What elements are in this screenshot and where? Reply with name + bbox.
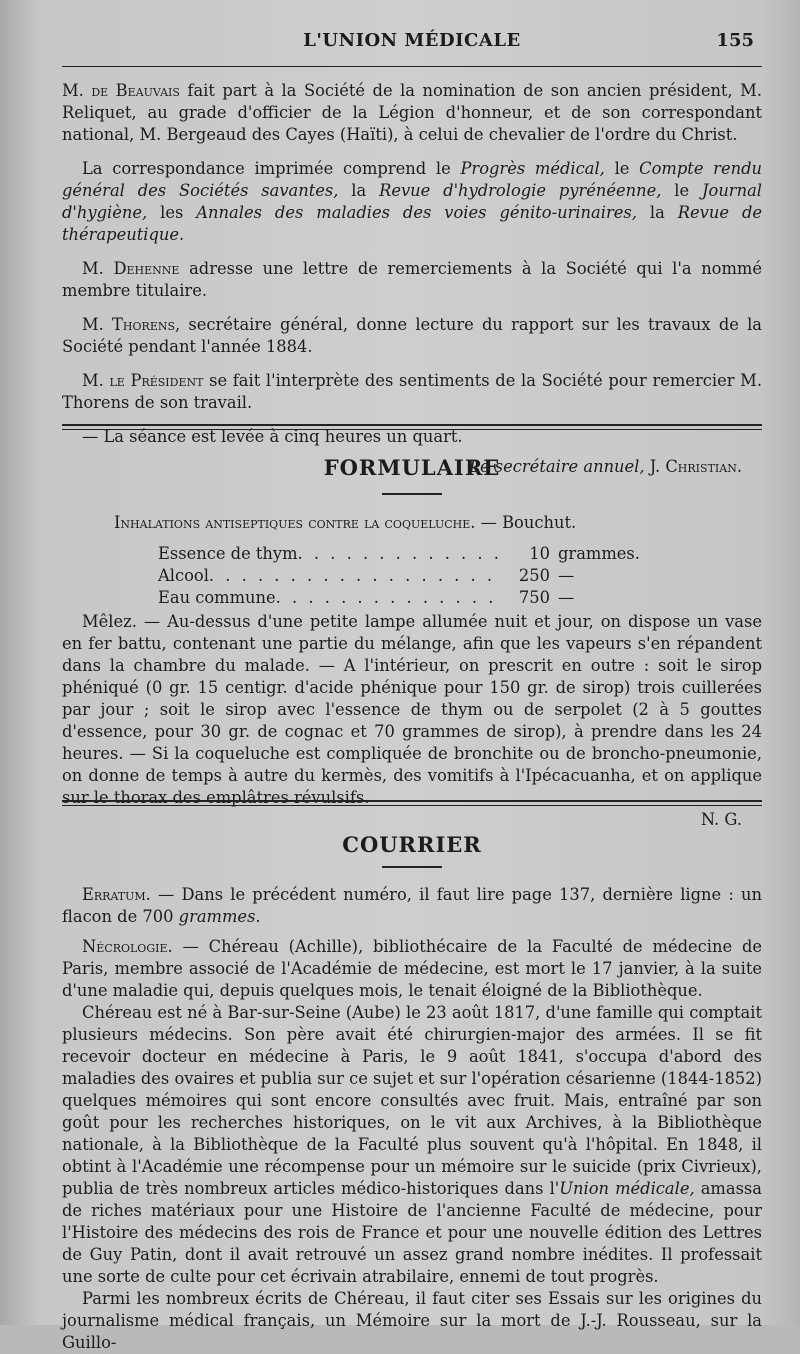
erratum-label: Erratum.	[82, 885, 151, 904]
recipe-instructions	[62, 611, 762, 831]
journal-title: Annales des maladies des voies génito-urinaires,	[196, 203, 637, 222]
ingredient-quantity: 750	[518, 588, 550, 607]
journal-title: Compte rendu général des Sociétés savantes,	[62, 159, 762, 200]
journal-title: Progrès médical,	[460, 159, 605, 178]
ingredient-list	[158, 543, 658, 609]
paragraph-text: secrétaire général, donne lecture du rapport sur les travaux de la Société pendant l'année 1884.	[62, 315, 763, 356]
report-paragraph	[62, 80, 762, 146]
title-underline	[382, 493, 442, 495]
paragraph-text: — Chéreau (Achille), bibliothécaire de la Faculté de médecine de Paris, membre associé de l'Académie de médecine, est mort le 17 janvier, à la suite d'une maladie qui, depuis quelques mois, le tenait éloigné de la Bibliothèque.	[62, 937, 762, 1000]
instructions-text: Mêlez. — Au-dessus d'une petite lampe allumée nuit et jour, on dispose un vase en fer battu, contenant une partie du mélange, afin que les vapeurs s'en répandent dans la chambre du malade. — A l'intérieur, on prescrit en outre : soit le sirop phéniqué (0 gr. 15 centigr. d'acide phénique pour 150 gr. de sirop) trois cuillerées par jour ; soit le sirop avec l'essence de thym ou de serpolet (2 à 5 gouttes d'essence, pour 30 gr. de cognac et 70 grammes de sirop), à prendre dans les 24 heures. — Si la coqueluche est compliquée de bronchite ou de broncho-pneumonie, on donne de temps à autre du kermès, des vomitifs à l'Ipécacuanha, et on applique sur le thorax des emplâtres révulsifs.	[62, 612, 762, 807]
speaker-name: M. le Président	[82, 371, 204, 390]
header-rule-line	[62, 66, 762, 67]
paragraph-text: le	[661, 181, 702, 200]
formulaire-section	[62, 455, 762, 829]
paragraph-text: — Dans le précédent numéro, il faut lire page 137, dernière ligne : un flacon de 700	[62, 885, 762, 926]
closing-line: — La séance est levée à cinq heures un quart.	[82, 427, 463, 446]
speaker-name: M. Dehenne	[82, 259, 180, 278]
ingredient-row	[158, 565, 658, 587]
leader-dots	[276, 587, 498, 609]
necrology-paragraph	[62, 936, 762, 1002]
paragraph-text: fait part à la Société de la nomination de son ancien président, M. Reliquet, au grade d'officier de la Légion d'honneur, et de son correspondant national, M. Bergeaud des Cayes (Haïti), à celui de chevalier de l'ordre du Christ.	[62, 81, 762, 144]
double-rule	[62, 424, 762, 430]
ingredient-name: Essence de thym	[158, 544, 298, 563]
courrier-body	[62, 884, 762, 1354]
signature-name: J. Christian.	[644, 457, 742, 476]
author-initials: N. G.	[700, 810, 742, 829]
page-header	[62, 30, 762, 64]
paragraph-text: adresse une lettre de remerciements à la Société qui l'a nommé membre titulaire.	[62, 259, 762, 300]
leader-dots	[209, 565, 498, 587]
section-title: FORMULAIRE	[323, 455, 501, 480]
paragraph-text: le	[604, 159, 640, 178]
paragraph-text: se fait l'interprète des sentiments de la Société pour remercier M. Thorens de son travail.	[62, 371, 762, 412]
ingredient-name: Alcool	[158, 566, 209, 585]
paragraph-text: la	[636, 203, 678, 222]
biography-paragraph	[62, 1002, 762, 1288]
recipe-name: Inhalations antiseptiques contre la coqueluche. —	[114, 513, 497, 532]
ingredient-quantity: 250	[518, 566, 550, 585]
ingredient-unit: —	[558, 588, 575, 607]
italic-text: grammes.	[178, 907, 261, 926]
paragraph-text: la	[338, 181, 380, 200]
paragraph-text: les	[147, 203, 197, 222]
recipe-title	[114, 513, 722, 532]
erratum-paragraph	[62, 884, 762, 928]
ingredient-row	[158, 587, 658, 609]
running-title: L'UNION MÉDICALE	[303, 30, 521, 51]
journal-title: Journal d'hygiène,	[62, 181, 762, 222]
signature-role: Le secrétaire annuel,	[469, 457, 645, 476]
ingredient-row	[158, 543, 658, 565]
report-paragraph	[62, 314, 762, 358]
report-paragraph	[62, 370, 762, 414]
double-rule	[62, 800, 762, 806]
recipe-author: Bouchut.	[496, 513, 577, 532]
ingredient-unit: grammes.	[558, 544, 640, 563]
paragraph-text: amassa de riches matériaux pour une Histoire de l'ancienne Faculté de médecine, pour l'Histoire des médecins des rois de France et pour une nouvelle édition des Lettres de Guy Patin, dont il avait retrouvé un assez grand nombre inédites. Il professait une sorte de culte pour cet écrivain atrabilaire, ennemi de tout progrès.	[62, 1179, 762, 1286]
courrier-section	[62, 832, 762, 1352]
report-paragraph	[62, 258, 762, 302]
ingredient-name: Eau commune	[158, 588, 276, 607]
journal-title: Revue d'hydrologie pyrénéenne,	[379, 181, 662, 200]
report-paragraph	[62, 158, 762, 246]
ingredient-quantity: 10	[529, 544, 550, 563]
society-report	[62, 80, 762, 478]
ingredient-unit: —	[558, 566, 575, 585]
writings-paragraph: Parmi les nombreux écrits de Chéreau, il faut citer ses Essais sur les origines du journalisme médical français, un Mémoire sur la mort de J.-J. Rousseau, sur la Guillo-	[62, 1289, 762, 1352]
leader-dots	[298, 543, 498, 565]
speaker-name: M. de Beauvais	[62, 81, 180, 100]
necrology-label: Nécrologie.	[82, 937, 173, 956]
paragraph-text: La correspondance imprimée comprend le	[82, 159, 461, 178]
title-underline	[382, 866, 442, 868]
journal-title: Union médicale,	[559, 1179, 695, 1198]
section-title: COURRIER	[342, 832, 482, 857]
page-number: 155	[716, 30, 754, 51]
journal-title: Revue de thérapeutique.	[62, 203, 763, 244]
speaker-name: M. Thorens,	[82, 315, 181, 334]
paragraph-text: Chéreau est né à Bar-sur-Seine (Aube) le 23 août 1817, d'une famille qui comptait plusieurs médecins. Son père avait été chirurgien-major des armées. Il se fit recevoir docteur en médecine à Paris, le 9 août 1841, s'occupa d'abord des maladies des ovaires et publia sur ce sujet et sur l'opération césarienne (1844-1852) quelques mémoires qui sont encore consultés avec fruit. Mais, entraîné par son goût pour les recherches historiques, on le vit aux Archives, à la Bibliothèque nationale, à la Bibliothèque de la Faculté plus souvent qu'à l'hôpital. En 1848, il obtint à l'Académie une récompense pour un mémoire sur le suicide (prix Civrieux), publia de très nombreux articles médico-historiques dans l'	[62, 1003, 762, 1198]
